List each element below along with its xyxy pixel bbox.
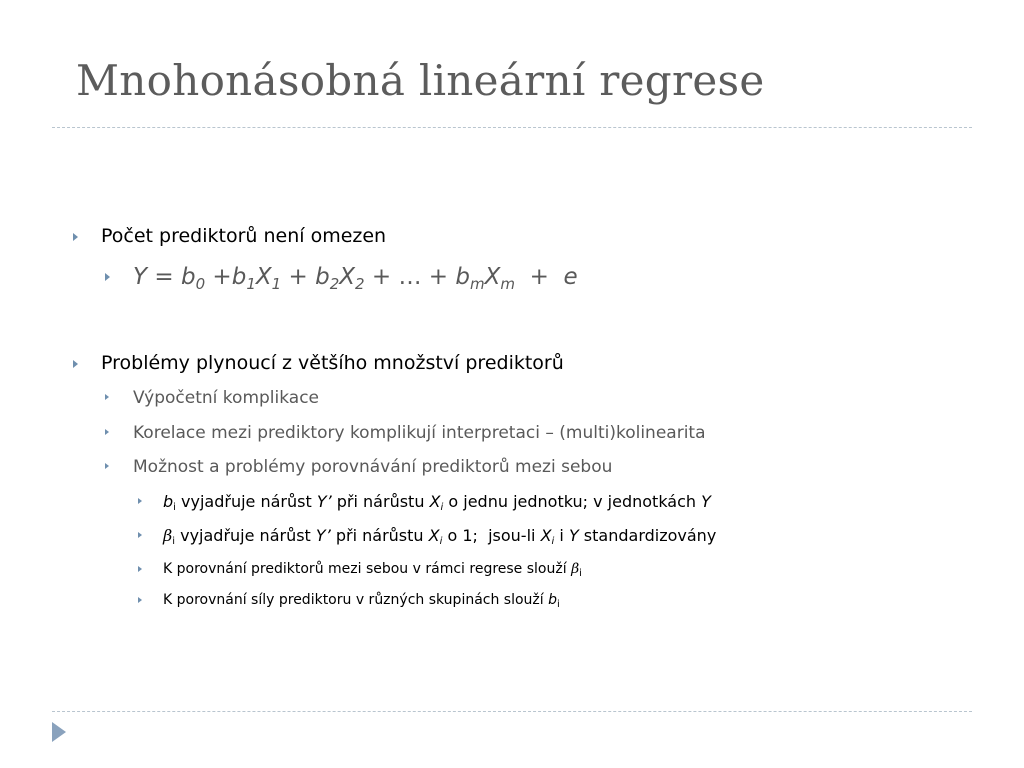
formula-subscript: 1	[246, 275, 256, 293]
bullet-text: Počet prediktorů není omezen	[101, 225, 387, 247]
detail-text: K porovnání prediktorů mezi sebou v rámci regrese slouží	[163, 561, 572, 577]
bullet-text: Problémy plynoucí z většího množství prediktorů	[101, 352, 564, 374]
bullet-arrow-icon	[105, 273, 110, 281]
symbol-y-prime: Y’	[316, 492, 332, 511]
bullet-problems	[101, 352, 564, 374]
symbol-x: X	[540, 526, 552, 545]
formula-b0: b	[180, 264, 196, 290]
bullet-arrow-icon	[105, 429, 109, 435]
subscript-i: i	[173, 502, 176, 513]
symbol-beta: β	[571, 561, 580, 577]
detail-text: při nárůstu	[331, 492, 430, 511]
formula-equals: =	[147, 264, 181, 290]
regression-formula	[133, 264, 578, 293]
symbol-b: b	[548, 592, 558, 608]
sub-bullet-text: Korelace mezi prediktory komplikují interpretaci – (multi)kolinearita	[133, 423, 706, 443]
bullet-arrow-icon	[138, 597, 142, 603]
bullet-arrow-icon	[105, 463, 109, 469]
title-divider	[52, 127, 972, 128]
formula-x1: X	[255, 264, 272, 290]
detail-beta-coefficient	[163, 526, 716, 547]
sub-bullet-text: Možnost a problémy porovnávání prediktorů mezi sebou	[133, 457, 613, 477]
detail-text: o 1; jsou-li	[442, 526, 541, 545]
detail-text: i	[554, 526, 569, 545]
formula-b1: +b	[205, 264, 247, 290]
formula-ellipsis: + … +	[364, 264, 456, 290]
symbol-x: X	[429, 492, 441, 511]
subscript-i: i	[440, 502, 444, 513]
bullet-arrow-icon	[73, 360, 78, 368]
bullet-arrow-icon	[73, 233, 78, 241]
sub-bullet-text: Výpočetní komplikace	[133, 388, 320, 408]
sub-bullet-correlation	[133, 423, 706, 443]
formula-xm: X	[484, 264, 501, 290]
symbol-beta: β	[163, 526, 173, 545]
subscript-i: i	[172, 536, 176, 547]
formula-error: e	[563, 264, 578, 290]
formula-subscript: 2	[355, 275, 365, 293]
detail-text: K porovnání síly prediktoru v různých skupinách slouží	[163, 592, 549, 608]
formula-plus: +	[514, 264, 564, 290]
subscript-i: i	[557, 599, 560, 610]
formula-y: Y	[133, 264, 148, 290]
formula-subscript: 2	[329, 275, 340, 293]
formula-subscript: m	[469, 275, 485, 293]
subscript-i: i	[579, 568, 582, 579]
sub-bullet-comparison	[133, 457, 612, 477]
symbol-b: b	[163, 492, 174, 511]
detail-compare-within	[163, 561, 582, 579]
detail-text: o jednu jednotku; v jednotkách	[443, 492, 702, 511]
detail-text: standardizovány	[578, 526, 717, 545]
next-slide-arrow-icon[interactable]	[52, 722, 66, 742]
formula-b2: b	[315, 264, 330, 290]
bullet-arrow-icon	[138, 532, 142, 538]
detail-compare-groups	[163, 592, 560, 610]
bullet-arrow-icon	[138, 498, 142, 504]
symbol-y: Y	[568, 526, 579, 545]
bullet-arrow-icon	[105, 394, 109, 400]
detail-text: vyjadřuje nárůst	[175, 492, 317, 511]
subscript-i: i	[439, 536, 443, 547]
sub-bullet-computation	[133, 388, 319, 408]
symbol-x: X	[428, 526, 440, 545]
subscript-i: i	[551, 536, 555, 547]
symbol-y: Y	[701, 492, 711, 511]
bullet-arrow-icon	[138, 566, 142, 572]
formula-bm: b	[455, 264, 470, 290]
formula-x2: X	[339, 264, 355, 290]
formula-subscript: m	[500, 275, 515, 293]
formula-subscript: 1	[271, 275, 282, 293]
symbol-y-prime: Y’	[315, 526, 331, 545]
detail-text: při nárůstu	[330, 526, 429, 545]
detail-text: vyjadřuje nárůst	[175, 526, 316, 545]
formula-plus: +	[281, 264, 316, 290]
footer-divider	[52, 711, 972, 712]
slide-title: Mnohonásobná lineární regrese	[76, 56, 765, 105]
detail-b-coefficient	[163, 492, 711, 513]
formula-subscript: 0	[195, 275, 206, 293]
bullet-predictor-count	[101, 225, 386, 247]
